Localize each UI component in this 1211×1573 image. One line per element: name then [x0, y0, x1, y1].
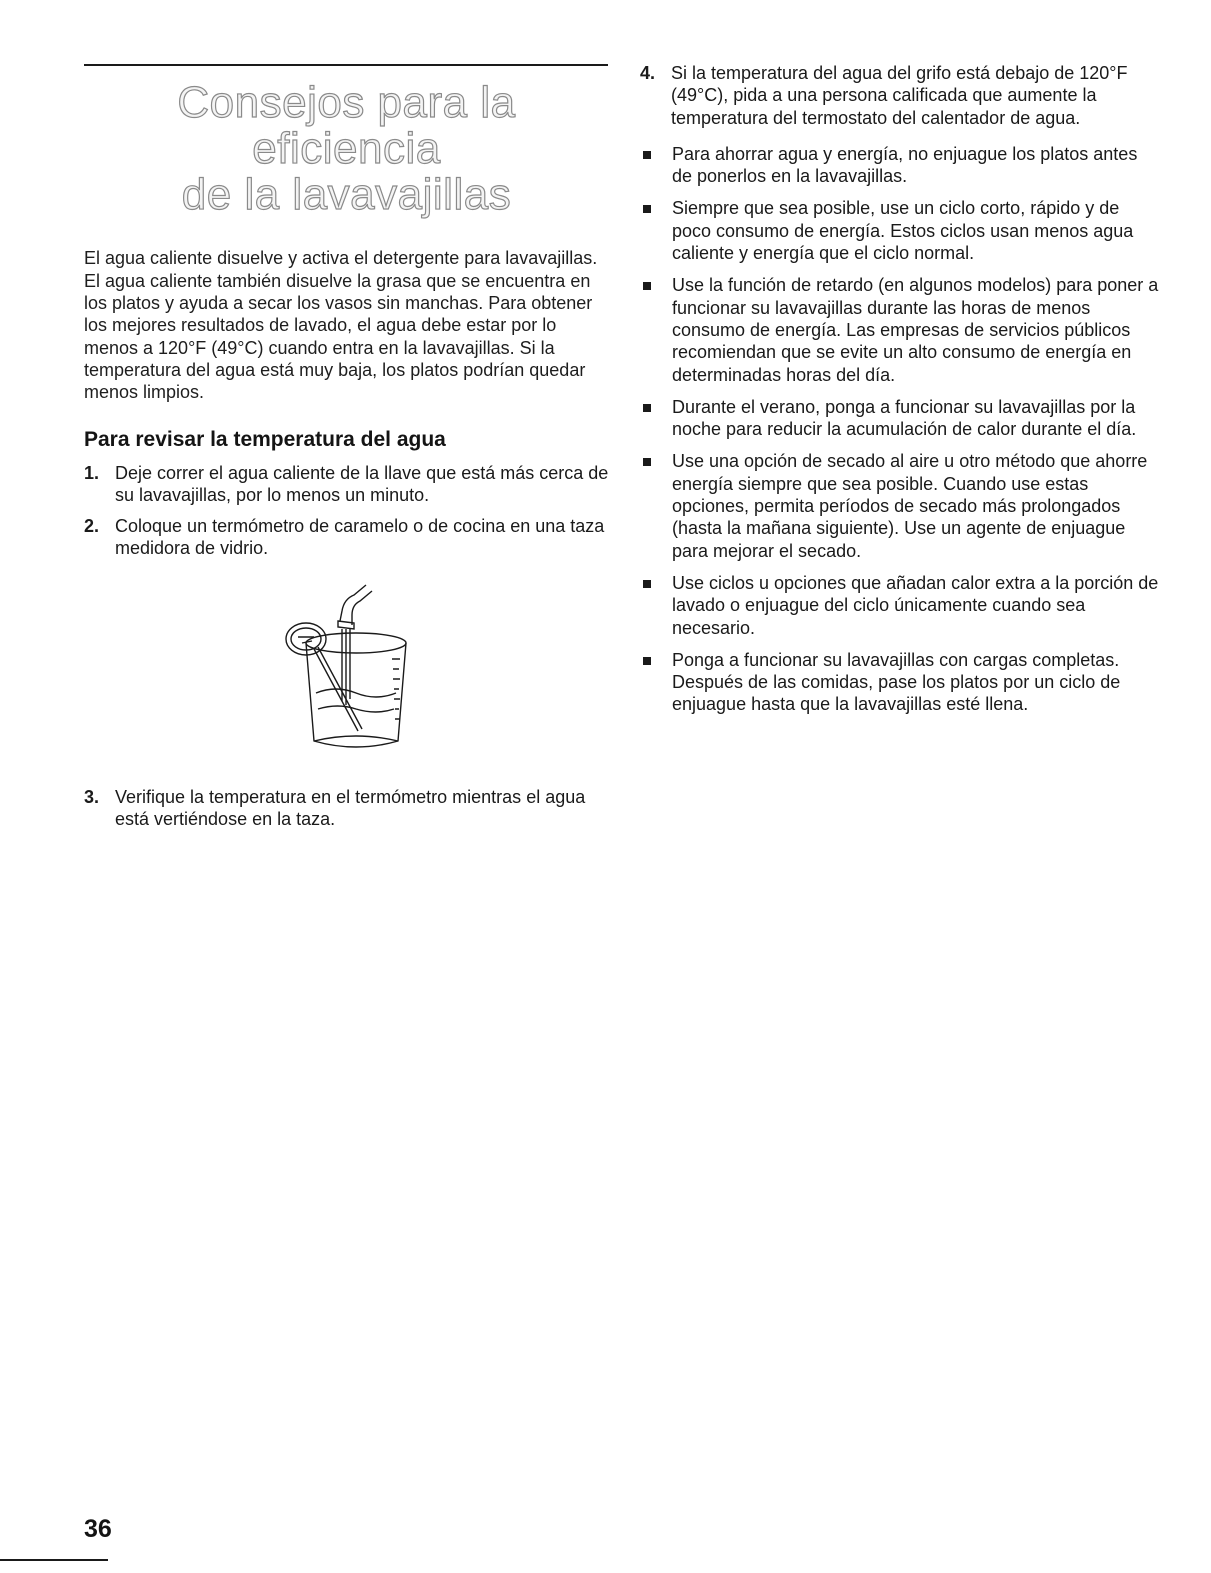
step-text: Coloque un termómetro de caramelo o de cocina en una taza medidora de vidrio. [115, 516, 605, 559]
tip-text: Ponga a funcionar su lavavajillas con cargas completas. Después de las comidas, pase los platos por un ciclo de enjuague hasta que la lavavajillas esté llena. [672, 649, 1121, 715]
step-number: 2. [84, 516, 100, 537]
square-bullet-icon [640, 143, 672, 188]
title-line-2: de la lavavajillas [181, 170, 512, 219]
square-bullet-icon [640, 572, 672, 639]
thermometer-in-measuring-cup-illustration [280, 581, 410, 759]
step-text: Si la temperatura del agua del grifo está debajo de 120°F (49°C), pida a una persona calificada que aumente la temperatura del termostato del calentador de agua. [671, 63, 1128, 128]
step-text: Verifique la temperatura en el termómetro mientras el agua está vertiéndose en la taza. [115, 786, 586, 830]
step-2 [84, 515, 609, 560]
step-text: Deje correr el agua caliente de la llave que está más cerca de su lavavajillas, por lo menos un minuto. [115, 462, 609, 505]
top-rule [84, 64, 608, 66]
tip-text: Use la función de retardo (en algunos modelos) para poner a funcionar su lavavajillas durante las horas de menos consumo de energía. Las empresas de servicios públicos recomiendan que se evite un alto consumo de energía en determinadas horas del día. [672, 275, 1159, 385]
step-1 [84, 462, 609, 507]
page-number: 36 [84, 1515, 112, 1543]
tip-text: Use una opción de secado al aire u otro método que ahorre energía siempre que sea posible. Cuando use estas opciones, permita períodos de secado más prolongados (hasta la mañana siguiente). Use un agente de enjuague para mejorar el secado. [672, 451, 1148, 561]
tip-list-item [640, 572, 1160, 639]
tip-list-item [640, 197, 1160, 264]
square-bullet-icon [640, 274, 672, 385]
page-title [84, 80, 609, 218]
left-column [84, 64, 609, 839]
square-bullet-icon [640, 649, 672, 716]
tip-list-item [640, 274, 1160, 385]
tip-text: Para ahorrar agua y energía, no enjuague los platos antes de ponerlos en la lavavajillas. [672, 143, 1138, 187]
section-heading: Para revisar la temperatura del agua [84, 427, 446, 451]
step-number: 3. [84, 786, 100, 807]
right-column [640, 62, 1160, 726]
title-line-1: Consejos para la eficiencia [177, 78, 516, 173]
step-number: 1. [84, 462, 100, 483]
tip-text: Durante el verano, ponga a funcionar su lavavajillas por la noche para reducir la acumulación de calor durante el día. [672, 396, 1137, 440]
tip-text: Siempre que sea posible, use un ciclo corto, rápido y de poco consumo de energía. Estos ciclos usan menos agua caliente y energía que el ciclo normal. [672, 198, 1134, 264]
step-3 [84, 786, 609, 831]
square-bullet-icon [640, 197, 672, 264]
tip-text: Use ciclos u opciones que añadan calor extra a la porción de lavado o enjuague del ciclo únicamente cuando sea necesario. [672, 572, 1159, 638]
bottom-rule [0, 1559, 108, 1561]
square-bullet-icon [640, 396, 672, 441]
step-number: 4. [640, 63, 656, 83]
tip-list-item [640, 143, 1160, 188]
square-bullet-icon [640, 450, 672, 561]
tip-list-item [640, 649, 1160, 716]
tip-list-item [640, 396, 1160, 441]
step-4 [640, 62, 1160, 129]
tip-list-item [640, 450, 1160, 561]
intro-paragraph: El agua caliente disuelve y activa el detergente para lavavajillas. El agua caliente también disuelve la grasa que se encuentra en los platos y ayuda a secar los vasos sin manchas. Para obtener los mejores resultados de lavado, el agua debe estar por lo menos a 120°F (49°C) cuando entra en la lavavajillas. Si la temperatura del agua está muy baja, los platos podrían quedar menos limpios. [84, 248, 598, 403]
